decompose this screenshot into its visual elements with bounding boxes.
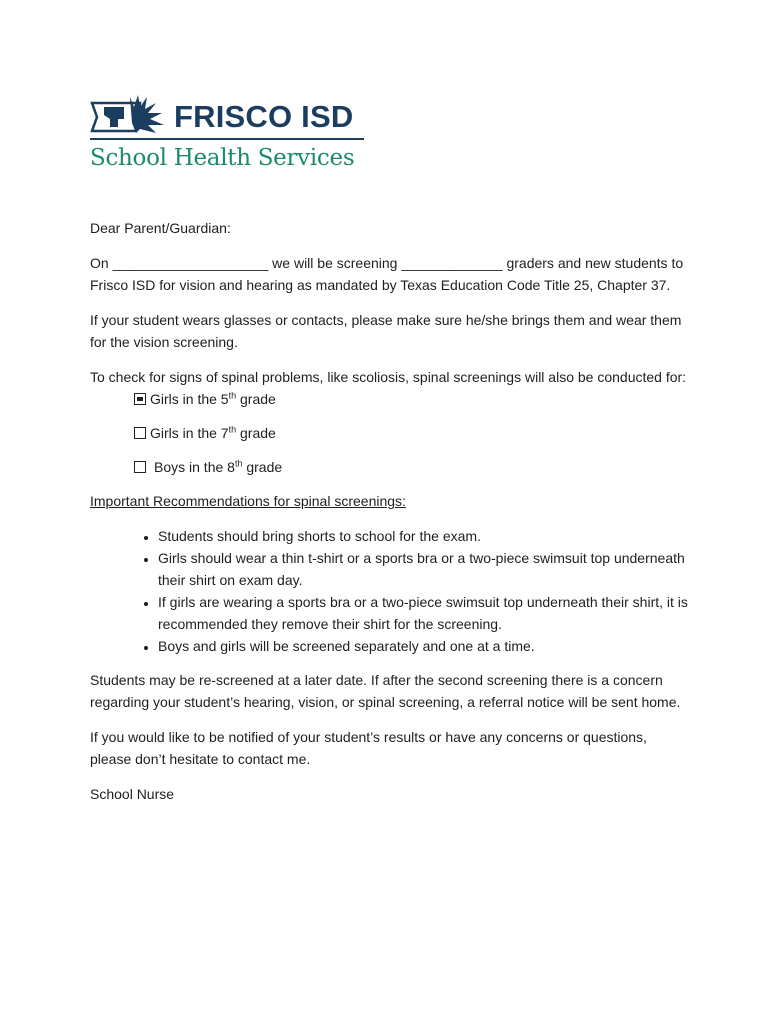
list-item: • Students should bring shorts to school for the exam. [158, 525, 690, 547]
rescreen-paragraph: Students may be re-screened at a later date. If after the second screening there is a concern regarding your student’s hearing, vision, or spinal screening, a referral notice will be sent home. [90, 672, 681, 710]
logo-divider [90, 138, 364, 140]
glasses-paragraph: If your student wears glasses or contacts, please make sure he/she brings them and wear them for the vision screening. [90, 312, 682, 350]
logo-subtitle: School Health Services [90, 145, 355, 171]
recommendations-heading: Important Recommendations for spinal screenings: [90, 493, 406, 509]
logo-name: FRISCO ISD [174, 99, 354, 134]
list-item: • If girls are wearing a sports bra or a two-piece swimsuit top underneath their shirt, it is recommended they remove their shirt for the screening. [158, 591, 690, 635]
option-boys-8th [134, 456, 690, 478]
option-label: Girls in the 7th grade [150, 424, 276, 441]
list-item: • Girls should wear a thin t-shirt or a sports bra or a two-piece swimsuit top underneath their shirt on exam day. [158, 547, 690, 591]
letter-body [90, 217, 690, 818]
logo-row [90, 93, 366, 135]
greeting: Dear Parent/Guardian: [90, 220, 231, 236]
option-label: Boys in the 8th grade [154, 458, 283, 475]
option-girls-5th [134, 388, 690, 410]
spinal-paragraph: To check for signs of spinal problems, like scoliosis, spinal screenings will also be conducted for: [90, 369, 687, 385]
option-girls-7th [134, 422, 690, 444]
option-label: Girls in the 5th grade [150, 390, 276, 407]
list-item: • Boys and girls will be screened separately and one at a time. [158, 635, 690, 657]
screening-date-paragraph: On ____________________ we will be screening _____________ graders and new students to Frisco ISD for vision and hearing as mandated by Texas Education Code Title 25, Chapter 37. [90, 255, 684, 293]
checkbox-girls-5th[interactable] [134, 393, 146, 405]
signoff: School Nurse [90, 786, 175, 802]
checkbox-boys-8th[interactable] [134, 461, 146, 473]
raccoon-mascot-icon [90, 93, 168, 135]
checkbox-girls-7th[interactable] [134, 427, 146, 439]
frisco-isd-logo [90, 93, 366, 171]
contact-paragraph: If you would like to be notified of your student’s results or have any concerns or questions, please don’t hesitate to contact me. [90, 729, 647, 767]
recommendations-list [90, 525, 690, 657]
